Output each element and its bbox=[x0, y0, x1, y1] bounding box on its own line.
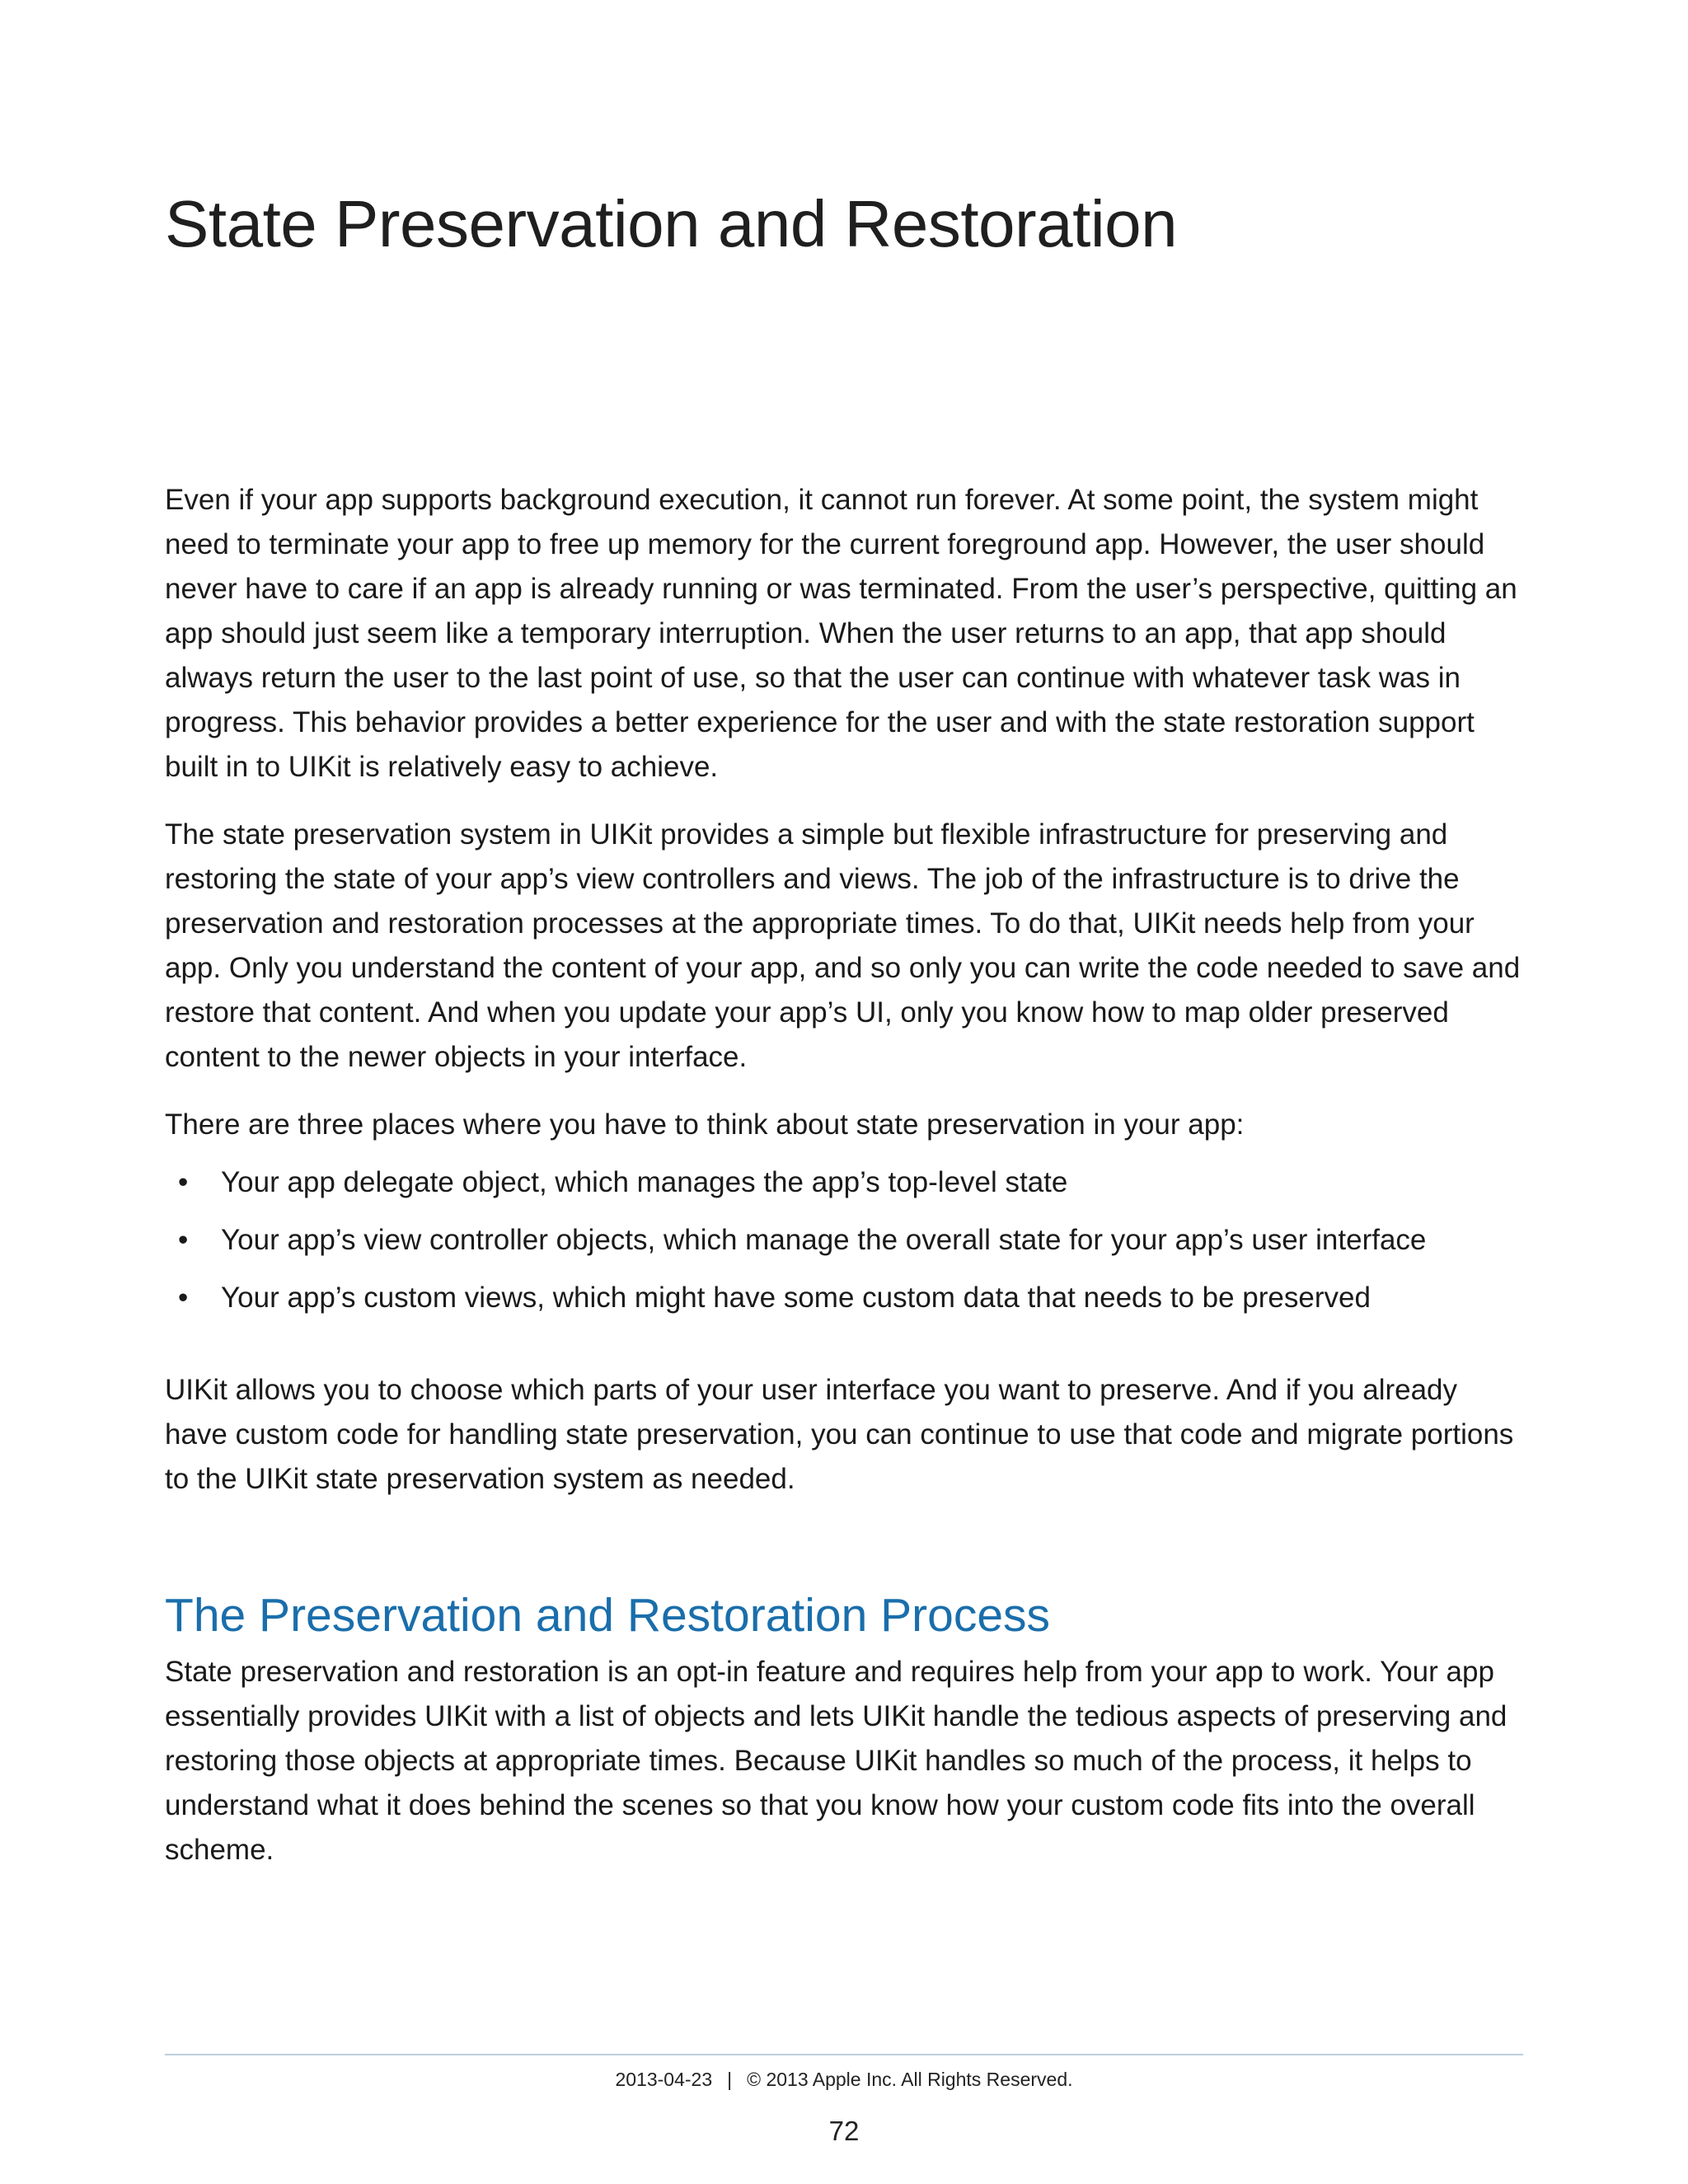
list-item-text: Your app’s view controller objects, which manage the overall state for your app’s user interface bbox=[221, 1224, 1427, 1256]
list-item-text: Your app delegate object, which manages the app’s top-level state bbox=[221, 1166, 1068, 1198]
footer bbox=[0, 2067, 1688, 2092]
section-paragraph: State preservation and restoration is an opt-in feature and requires help from your app to work. Your app essentially provides UIKit with a list of objects and lets UIKit handle the tedious aspects of preserving and restoring those objects at appropriate times. Because UIKit handles so much of the process, it helps to understand what it does behind the scenes so that you know how your custom code fits into the overall scheme. bbox=[165, 1656, 1507, 1867]
list-item bbox=[165, 1276, 1523, 1320]
bullet-icon: • bbox=[178, 1282, 189, 1314]
intro-paragraph-2: The state preservation system in UIKit provides a simple but flexible infrastructure for preserving and restoring the state of your app’s view controllers and views. The job of the infrastructure is to drive the preservation and restoration processes at the appropriate times. To do that, UIKit needs help from your app. Only you understand the content of your app, and so only you can write the code needed to save and restore that content. And when you update your app’s UI, only you know how to map older preserved content to the newer objects in your interface. bbox=[165, 818, 1521, 1073]
footer-copyright: © 2013 Apple Inc. All Rights Reserved. bbox=[747, 2069, 1073, 2090]
list-item bbox=[165, 1160, 1523, 1205]
section-heading: The Preservation and Restoration Process bbox=[165, 1589, 1051, 1642]
bullet-icon: • bbox=[178, 1166, 189, 1198]
bullet-list bbox=[165, 1160, 1523, 1320]
list-item-text: Your app’s custom views, which might have some custom data that needs to be preserved bbox=[221, 1282, 1371, 1314]
footer-divider bbox=[165, 2054, 1523, 2055]
main-content bbox=[165, 478, 1523, 1896]
bullet-icon: • bbox=[178, 1224, 189, 1256]
closing-paragraph: UIKit allows you to choose which parts of your user interface you want to preserve. And if you already have custom code for handling state preservation, you can continue to use that code and migrate portions to the UIKit state preservation system as needed. bbox=[165, 1374, 1514, 1495]
footer-separator: | bbox=[727, 2069, 733, 2090]
page-number: 72 bbox=[828, 2116, 860, 2146]
list-item bbox=[165, 1218, 1523, 1263]
page-title: State Preservation and Restoration bbox=[165, 187, 1178, 260]
footer-date: 2013-04-23 bbox=[615, 2069, 713, 2090]
intro-paragraph-1: Even if your app supports background execution, it cannot run forever. At some point, the system might need to terminate your app to free up memory for the current foreground app. However, the user should never have to care if an app is already running or was terminated. From the user’s perspective, quitting an app should just seem like a temporary interruption. When the user returns to an app, that app should always return the user to the last point of use, so that the user can continue with whatever task was in progress. This behavior provides a better experience for the user and with the state restoration support built in to UIKit is relatively easy to achieve. bbox=[165, 484, 1517, 783]
intro-paragraph-3: There are three places where you have to think about state preservation in your app: bbox=[165, 1108, 1245, 1141]
